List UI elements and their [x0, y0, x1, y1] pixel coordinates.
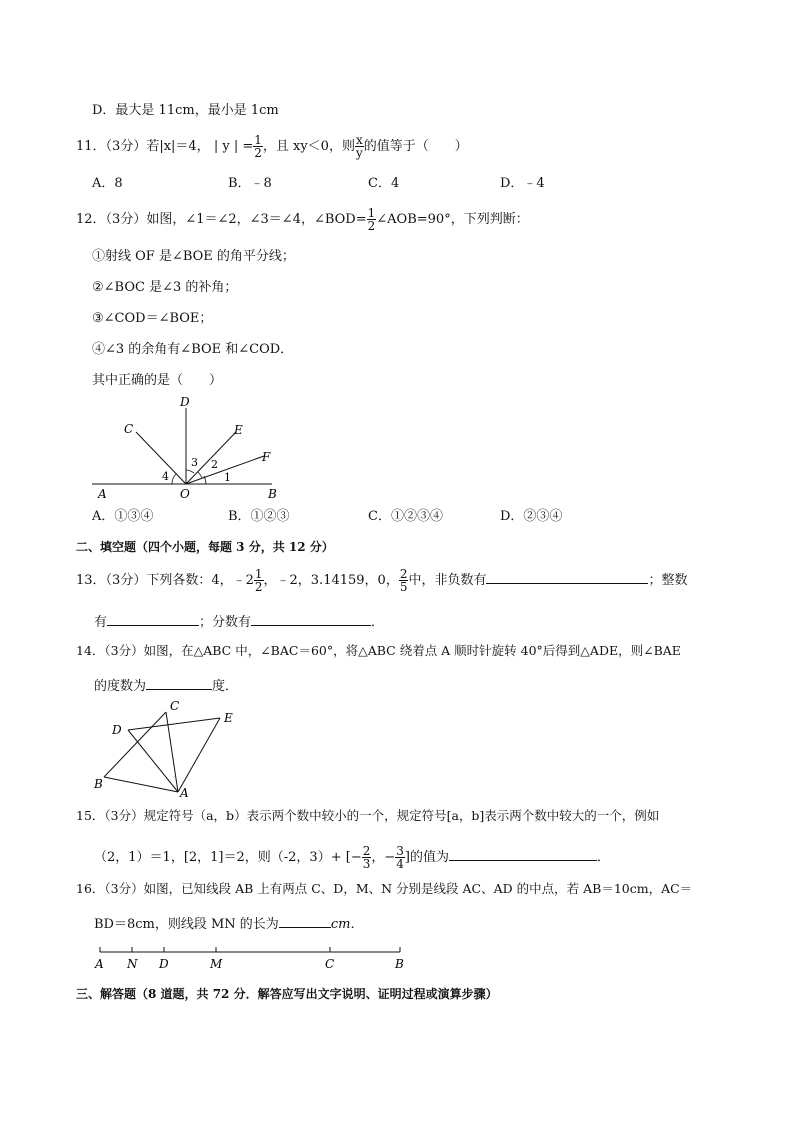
q11-ratio: $\frac{x}{y}$	[355, 133, 363, 160]
q15-frac1-sign: −	[350, 850, 362, 865]
q11-option-d: D．﹣4	[500, 176, 545, 191]
q14-line1: 14．（3分）如图，在△ABC 中，∠BAC＝60°，将△ABC 绕着点 A 顺时针旋转 40°后得到△ADE，则∠BAE	[76, 643, 681, 658]
q15-frac2-sign: −	[384, 850, 396, 865]
q14-label-b: B	[94, 777, 103, 791]
q13-blank-fractions[interactable]	[251, 613, 371, 626]
q16-line2	[94, 915, 363, 931]
q12-label-3: 3	[191, 456, 198, 469]
q13-line2	[94, 613, 384, 629]
q16-line1: 16．（3分）如图，已知线段 AB 上有两点 C、D，M、N 分别是线段 AC、AD 的中点，若 AB＝10cm，AC＝	[76, 881, 693, 896]
q11-option-c: C．4	[368, 176, 400, 191]
q13-blank-nonnegative[interactable]	[486, 571, 648, 584]
q14-side-de	[128, 718, 220, 730]
q11-mid: ，且 xy＜0，则	[262, 139, 355, 154]
q12-angle-arc-4	[172, 474, 176, 484]
q13-b: ，﹣2，3.14159，0，	[263, 573, 399, 588]
q14-line2	[94, 677, 238, 693]
q16-line2-a: BD＝8cm，则线段 MN 的长为	[94, 917, 279, 932]
q14-label-a: A	[180, 786, 189, 798]
q14-line2-a: 的度数为	[94, 679, 147, 694]
q15-line1: 15．（3分）规定符号（a，b）表示两个数中较小的一个，规定符号[a，b]表示两个数中较大的一个，例如	[76, 808, 660, 823]
q15-line2-a: （2，1）＝1，[2，1]＝2，则（-2，3）+ [	[94, 850, 351, 865]
q12-option-b: B．①②③	[228, 509, 290, 524]
q12-angle-arc-2	[198, 472, 202, 478]
q12-question: 其中正确的是（ ）	[92, 373, 223, 388]
q14-side-ea	[178, 718, 220, 792]
q12-intro-a: 12．（3分）如图，∠1＝∠2，∠3＝∠4，∠BOD=	[76, 212, 367, 227]
q13-a: 13．（3分）下列各数：4，	[76, 573, 233, 588]
q16-label-n: N	[127, 957, 138, 971]
q15-line2-b: ]的值为	[404, 850, 449, 865]
q11-number: 11．（3分）若|x|＝4，	[76, 139, 210, 154]
q15-line2-c: ．	[597, 850, 611, 865]
q13-line2-b: ；分数有	[199, 615, 252, 630]
q13-fraction: $\frac{2}{5}$	[399, 567, 408, 594]
q16-label-d: D	[159, 957, 169, 971]
q13-c: 中，非负数有	[408, 573, 487, 588]
q15-frac1: $\frac{2}{3}$	[362, 844, 371, 871]
q12-option-c: C．①②③④	[368, 509, 443, 524]
q12-intro-b: ∠AOB=90°，下列判断：	[376, 212, 529, 227]
q14-triangle-figure	[90, 698, 250, 798]
q13-line2-c: ．	[371, 615, 385, 630]
q12-stem	[76, 207, 529, 232]
q13-blank-integers[interactable]	[107, 613, 199, 626]
q14-line2-b: 度．	[212, 679, 239, 694]
q13-mixed-whole: ﹣2	[232, 573, 254, 588]
q16-blank[interactable]	[279, 915, 331, 928]
q14-side-ba	[104, 777, 178, 792]
q11-fraction: $\frac{1}{2}$	[254, 133, 262, 160]
q16-label-m: M	[210, 957, 223, 971]
q15-blank[interactable]	[449, 848, 597, 861]
q14-label-e: E	[224, 711, 233, 725]
q12-label-f: F	[262, 450, 271, 464]
q12-ray-oc	[136, 432, 186, 484]
q14-label-c: C	[170, 699, 180, 713]
q12-statement-4: ④∠3 的余角有∠BOE 和∠COD．	[92, 342, 294, 357]
q12-statement-3: ③∠COD＝∠BOE；	[92, 311, 213, 326]
q10-option-d: D．最大是 11cm，最小是 1cm	[92, 103, 279, 118]
q12-statement-1: ①射线 OF 是∠BOE 的角平分线；	[92, 249, 295, 264]
section-2-heading: 二、填空题（四个小题，每题 3 分，共 12 分）	[76, 540, 334, 554]
q13-d: ；整数	[648, 573, 688, 588]
q16-label-b: B	[395, 957, 404, 971]
q12-label-e: E	[234, 423, 243, 437]
q11-abs-y: | y | =	[213, 139, 254, 154]
q13-line2-a: 有	[94, 615, 108, 630]
q12-label-b: B	[268, 487, 277, 501]
q12-option-a: A．①③④	[92, 509, 154, 524]
q12-statement-2: ②∠BOC 是∠3 的补角；	[92, 280, 238, 295]
q13-mixed-fraction: $\frac{1}{2}$	[254, 567, 263, 594]
q12-label-o: O	[180, 487, 190, 501]
q16-line2-b: cm．	[330, 917, 364, 932]
q14-side-bc	[104, 712, 166, 777]
q15-line2	[94, 845, 610, 870]
q12-fraction: $\frac{1}{2}$	[367, 206, 376, 233]
q16-label-a: A	[95, 957, 104, 971]
q12-label-c: C	[124, 422, 134, 436]
q14-label-d: D	[112, 723, 122, 737]
q12-angle-arc-3	[186, 470, 194, 473]
q12-label-2: 2	[211, 458, 218, 471]
section-3-heading: 三、解答题（8 道题，共 72 分．解答应写出文字说明、证明过程或演算步骤）	[76, 987, 498, 1001]
q15-comma: ，	[371, 850, 385, 865]
q15-frac2: $\frac{3}{4}$	[396, 844, 404, 871]
q12-angle-figure	[90, 392, 290, 502]
q14-blank[interactable]	[146, 677, 212, 690]
q12-label-4: 4	[162, 470, 169, 483]
q12-label-a: A	[98, 487, 107, 501]
q11-tail: 的值等于（ ）	[363, 139, 468, 154]
q12-label-1: 1	[224, 471, 231, 484]
q11-stem	[76, 134, 468, 159]
q16-label-c: C	[325, 957, 335, 971]
q12-label-d: D	[180, 395, 190, 409]
q16-segment-figure	[90, 942, 410, 972]
q13-stem	[76, 568, 688, 593]
q11-option-b: B．﹣8	[228, 176, 272, 191]
q11-option-a: A．8	[92, 176, 123, 191]
q12-option-d: D．②③④	[500, 509, 563, 524]
